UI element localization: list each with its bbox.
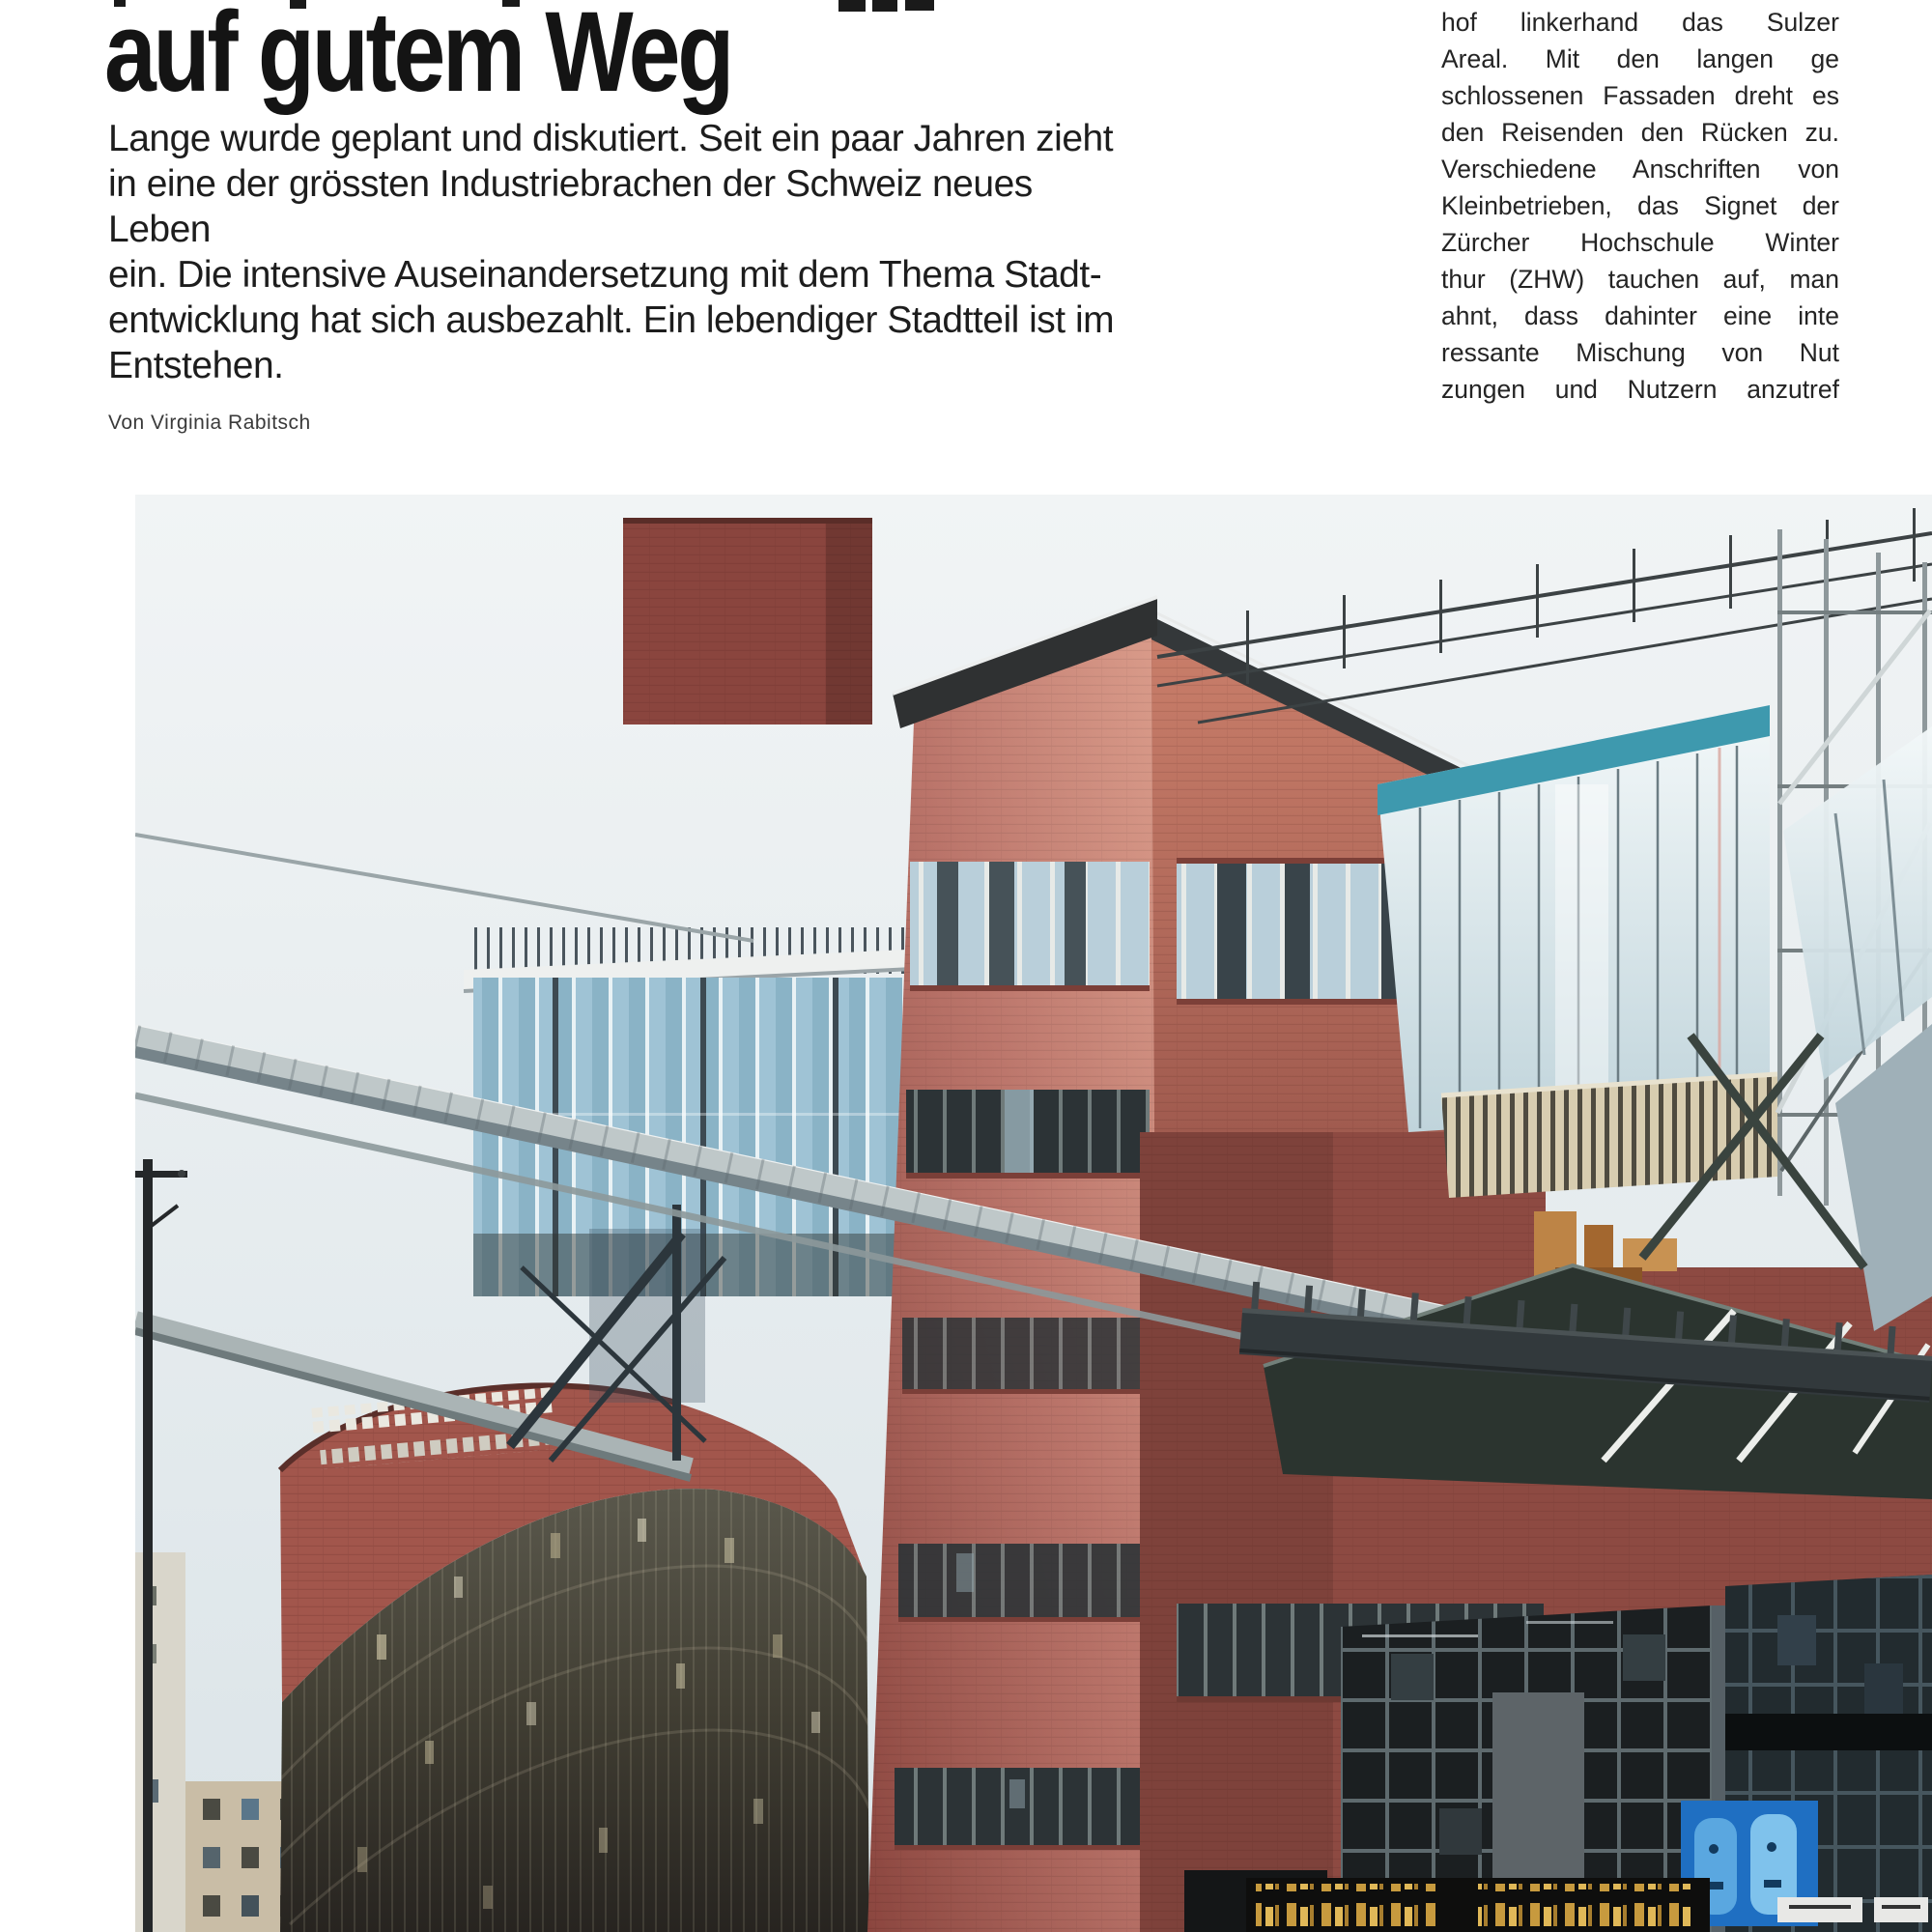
cropped-headline-fragment xyxy=(905,0,934,11)
rooftop-balustrade xyxy=(1441,1074,1777,1198)
column-line: ahnt, dass dahinter eine inte xyxy=(1441,301,1839,330)
white-label xyxy=(1777,1897,1862,1922)
column-line: den Reisenden den Rücken zu. xyxy=(1441,118,1839,147)
column-line: schlossenen Fassaden dreht es xyxy=(1441,81,1839,110)
column-line: Verschiedene Anschriften von xyxy=(1441,155,1839,184)
cropped-headline-fragment xyxy=(872,0,897,12)
column-line: hof linkerhand das Sulzer xyxy=(1441,8,1839,37)
column-line: ressante Mischung von Nut xyxy=(1441,338,1839,367)
article-photo xyxy=(135,495,1932,1932)
gold-posters xyxy=(1246,1878,1710,1932)
lead-line: ein. Die intensive Auseinandersetzung mit dem Thema Stadt- xyxy=(108,254,1102,296)
article-byline: Von Virginia Rabitsch xyxy=(108,412,311,434)
curved-glass-building xyxy=(280,1385,869,1932)
lead-line: in eine der grössten Industriebrachen der Schweiz neues Leben xyxy=(108,163,1033,250)
lead-line: Lange wurde geplant und diskutiert. Seit ein paar Jahren zieht xyxy=(108,118,1114,159)
industrial-building-illustration xyxy=(135,495,1932,1932)
column-line: Kleinbetrieben, das Signet der xyxy=(1441,191,1839,220)
article-lead xyxy=(108,116,1142,388)
dark-tile-facade xyxy=(1246,1575,1932,1932)
column-line: Zürcher Hochschule Winter xyxy=(1441,228,1839,257)
article-headline: auf gutem Weg xyxy=(104,0,732,116)
column-line: thur (ZHW) tauchen auf, man xyxy=(1441,265,1839,294)
lead-line: Entstehen. xyxy=(108,345,284,386)
cropped-headline-fragment xyxy=(838,0,866,12)
column-line: Areal. Mit den langen ge xyxy=(1441,44,1839,73)
canopy-ledge xyxy=(1725,1714,1932,1750)
right-text-column xyxy=(1441,4,1839,408)
lead-line: entwicklung hat sich ausbezahlt. Ein lebendiger Stadtteil ist im xyxy=(108,299,1115,341)
column-line: zungen und Nutzern anzutref xyxy=(1441,375,1839,404)
white-label xyxy=(1874,1897,1928,1922)
